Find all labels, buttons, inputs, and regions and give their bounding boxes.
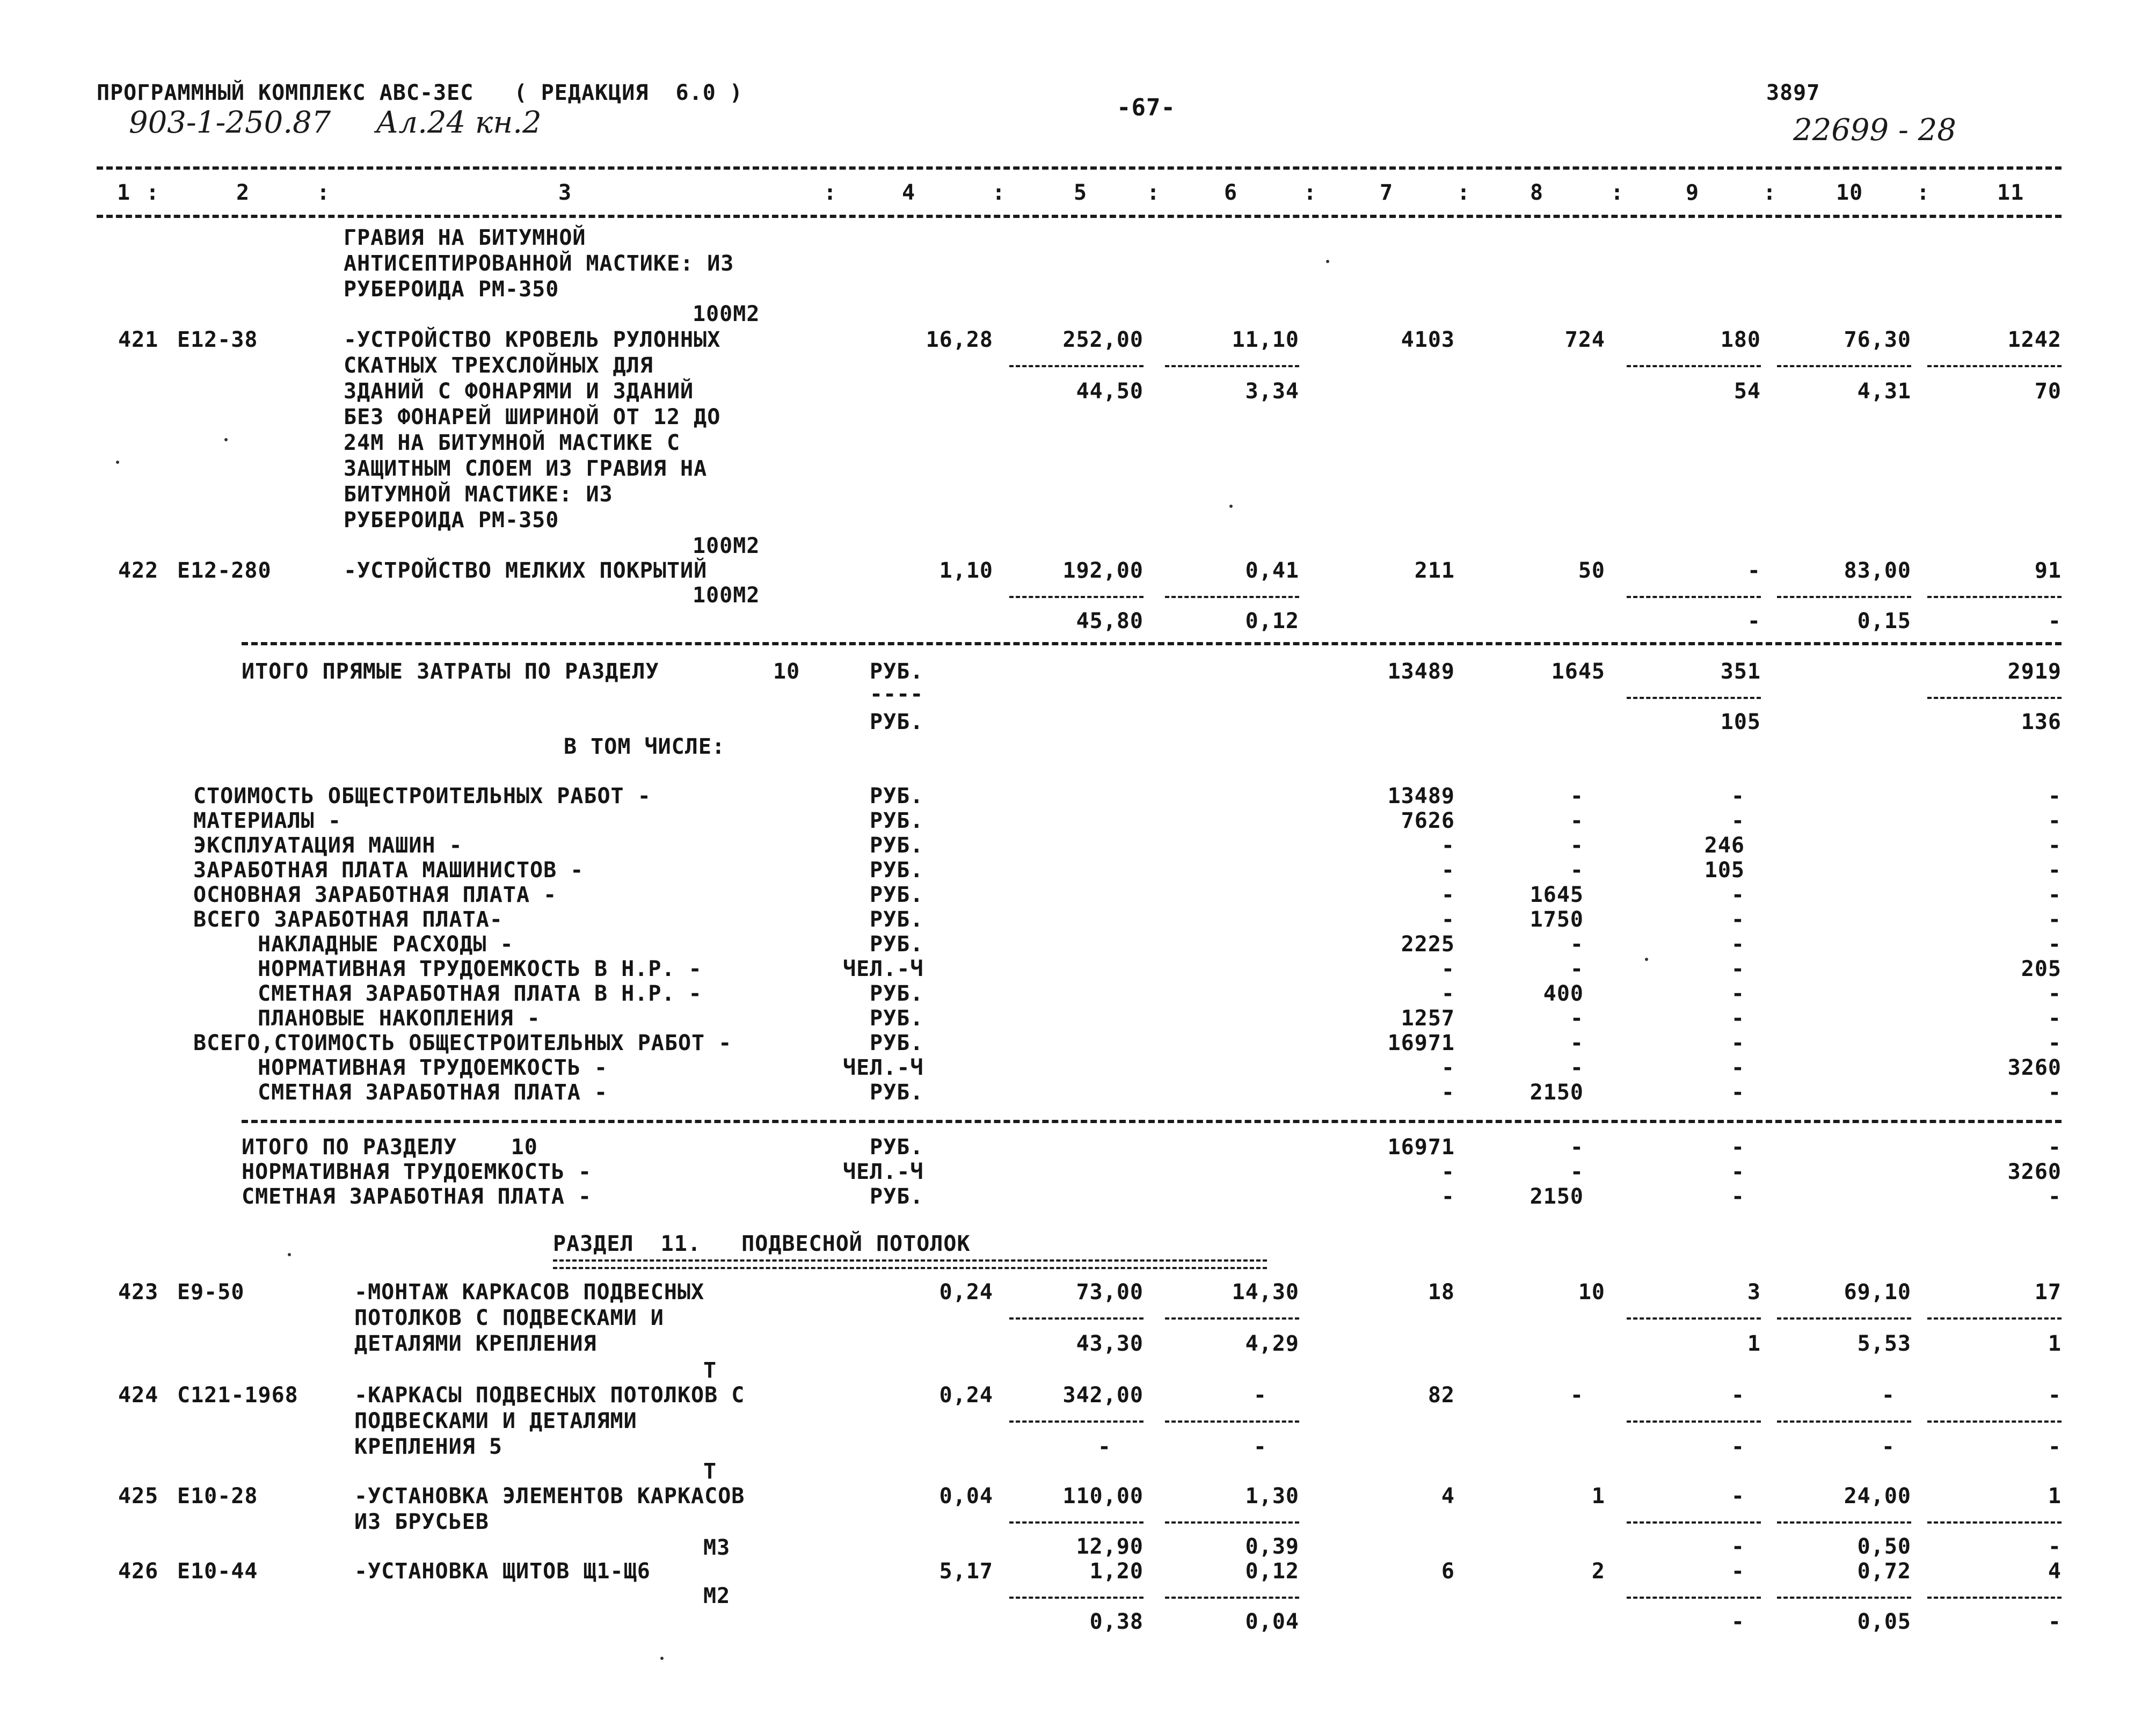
breakdown-label: НАКЛАДНЫЕ РАСХОДЫ - xyxy=(258,932,514,957)
description-line: БИТУМНОЙ МАСТИКЕ: ИЗ xyxy=(344,482,613,507)
unit-label: Т xyxy=(703,1358,717,1383)
cell-c4: 16,28 xyxy=(926,327,993,352)
program-title: ПРОГРАММНЫЙ КОМПЛЕКС АВС-ЗЕС ( РЕДАКЦИЯ 6.0 ) xyxy=(97,81,743,105)
cell-rule xyxy=(1627,1420,1761,1423)
breakdown-cell-c9: - xyxy=(1731,1031,1745,1055)
cell-c8: 724 xyxy=(1564,327,1605,352)
breakdown-unit: РУБ. xyxy=(870,981,924,1006)
row-number: 423 xyxy=(118,1280,159,1305)
description-line: 24М НА БИТУМНОЙ МАСТИКЕ С xyxy=(344,431,681,455)
col-separator: : xyxy=(1303,180,1317,205)
breakdown-cell-c8: - xyxy=(1570,932,1584,957)
cell-rule xyxy=(1777,596,1911,598)
rate-code: Е10-28 xyxy=(177,1484,258,1509)
cell-c9-wage: - xyxy=(1731,1534,1745,1559)
col-header-7: 7 xyxy=(1380,180,1394,205)
breakdown-cell-c11: - xyxy=(2048,833,2062,858)
cell-c7: 13489 xyxy=(1387,659,1455,684)
section-total-label: СМЕТНАЯ ЗАРАБОТНАЯ ПЛАТА - xyxy=(242,1184,592,1209)
cell-rule xyxy=(1927,1317,2062,1320)
cell-c11: 1242 xyxy=(2007,327,2062,352)
cell-rule xyxy=(1927,1597,2062,1599)
breakdown-label: СТОИМОСТЬ ОБЩЕСТРОИТЕЛЬНЫХ РАБОТ - xyxy=(193,784,651,808)
row-number: 422 xyxy=(118,558,159,583)
cell-rule xyxy=(1009,1420,1143,1423)
cell-c6-wage: - xyxy=(1253,1434,1267,1459)
breakdown-cell-c9: - xyxy=(1731,784,1745,808)
cell-rule xyxy=(1777,1317,1911,1320)
cell-c6: 0,41 xyxy=(1245,558,1299,583)
cell-rule xyxy=(1927,365,2062,367)
cell-c8: 50 xyxy=(1578,558,1605,583)
breakdown-cell-c7: 2225 xyxy=(1401,932,1455,957)
breakdown-cell-c9: - xyxy=(1731,932,1745,957)
col-header-1: 1 xyxy=(117,180,131,205)
page-number: -67- xyxy=(1117,94,1176,121)
breakdown-cell-c7: 1257 xyxy=(1401,1006,1455,1031)
cell-c8: 1 xyxy=(1591,1484,1605,1509)
breakdown-unit: РУБ. xyxy=(870,808,924,833)
header-rule-top xyxy=(97,166,2062,170)
cell-rule xyxy=(1009,1521,1143,1524)
cell-rule xyxy=(1165,1597,1299,1599)
breakdown-cell-c11: - xyxy=(2048,981,2062,1006)
row-number: 421 xyxy=(118,327,159,352)
cell-c10-wage: 0,50 xyxy=(1857,1534,1911,1559)
cell-c7: 6 xyxy=(1441,1559,1455,1584)
description-line: -УСТАНОВКА ЩИТОВ Щ1-Щ6 xyxy=(354,1559,651,1584)
description-line: СКАТНЫХ ТРЕХСЛОЙНЫХ ДЛЯ xyxy=(344,353,653,378)
section-total-unit: РУБ. xyxy=(870,1184,924,1209)
breakdown-cell-c7: 16971 xyxy=(1387,1031,1455,1055)
cell-c9-wage: - xyxy=(1731,1609,1745,1634)
handwritten-album-number: Ал.24 кн.2 xyxy=(376,105,542,140)
col-header-9: 9 xyxy=(1686,180,1700,205)
description-line: -УСТАНОВКА ЭЛЕМЕНТОВ КАРКАСОВ xyxy=(354,1484,745,1509)
cell-rule xyxy=(1927,596,2062,598)
breakdown-cell-c9: - xyxy=(1731,981,1745,1006)
breakdown-label: ЭКСПЛУАТАЦИЯ МАШИН - xyxy=(193,833,463,858)
breakdown-unit: ЧЕЛ.-Ч xyxy=(843,957,924,981)
cell-c10-wage: 4,31 xyxy=(1857,379,1911,404)
description-line: ПОТОЛКОВ С ПОДВЕСКАМИ И xyxy=(354,1306,664,1330)
col-separator: : xyxy=(1917,180,1931,205)
cell-c10: 76,30 xyxy=(1844,327,1911,352)
cell-c7: 82 xyxy=(1427,1383,1455,1408)
cell-c9-wage: 1 xyxy=(1747,1331,1761,1356)
section-title: РАЗДЕЛ 11. ПОДВЕСНОЙ ПОТОЛОК xyxy=(553,1232,971,1256)
cell-c6-wage: 0,39 xyxy=(1245,1534,1299,1559)
breakdown-cell-c11: - xyxy=(2048,858,2062,883)
cell-rule xyxy=(1627,697,1761,699)
cell-c7: 4 xyxy=(1441,1484,1455,1509)
row-number: 426 xyxy=(118,1559,159,1584)
cell-rule xyxy=(1009,1317,1143,1320)
breakdown-unit: РУБ. xyxy=(870,858,924,883)
breakdown-cell-c11: - xyxy=(2048,1006,2062,1031)
cell-c4: 0,24 xyxy=(939,1383,993,1408)
description-line: ДЕТАЛЯМИ КРЕПЛЕНИЯ xyxy=(354,1331,597,1356)
col-header-8: 8 xyxy=(1530,180,1544,205)
description-line: ЗАЩИТНЫМ СЛОЕМ ИЗ ГРАВИЯ НА xyxy=(344,456,708,481)
cell-c11-wage: - xyxy=(2048,1609,2062,1634)
cell-c8: - xyxy=(1570,1383,1584,1408)
breakdown-label: НОРМАТИВНАЯ ТРУДОЕМКОСТЬ В Н.Р. - xyxy=(258,957,702,981)
cell-c5: 1,20 xyxy=(1089,1559,1143,1584)
unit-label: 100М2 xyxy=(693,534,760,558)
cell-rule xyxy=(1777,1597,1911,1599)
breakdown-cell-c9: - xyxy=(1731,1055,1745,1080)
breakdown-cell-c8: 400 xyxy=(1543,981,1584,1006)
rate-code: Е10-44 xyxy=(177,1559,258,1584)
col-header-3: 3 xyxy=(558,180,572,205)
breakdown-cell-c8: - xyxy=(1570,784,1584,808)
cell-c8: 1645 xyxy=(1551,659,1605,684)
breakdown-cell-c8: - xyxy=(1570,808,1584,833)
scan-speck xyxy=(288,1253,291,1256)
description-line: -УСТРОЙСТВО МЕЛКИХ ПОКРЫТИЙ xyxy=(344,558,708,583)
cell-c6: 14,30 xyxy=(1232,1280,1299,1305)
section-total-unit: ЧЕЛ.-Ч xyxy=(843,1160,924,1184)
col-separator: : xyxy=(146,180,160,205)
breakdown-unit: ЧЕЛ.-Ч xyxy=(843,1055,924,1080)
col-header-11: 11 xyxy=(1997,180,2024,205)
including-heading: В ТОМ ЧИСЛЕ: xyxy=(564,734,725,759)
breakdown-unit: РУБ. xyxy=(870,907,924,932)
cell-c6-wage: 0,04 xyxy=(1245,1609,1299,1634)
cell-rule xyxy=(1009,596,1143,598)
text-line: ГРАВИЯ НА БИТУМНОЙ xyxy=(344,225,586,250)
cell-c10: 24,00 xyxy=(1844,1484,1911,1509)
handwritten-inventory-number: 22699 - 28 xyxy=(1793,113,1956,148)
cell-c6: - xyxy=(1253,1383,1267,1408)
cell-c11-wage: 70 xyxy=(2034,379,2062,404)
cell-c7: 18 xyxy=(1427,1280,1455,1305)
unit-label: 100М2 xyxy=(693,302,760,326)
breakdown-label: МАТЕРИАЛЫ - xyxy=(193,808,341,833)
cell-c4: 1,10 xyxy=(939,558,993,583)
breakdown-cell-c7: - xyxy=(1441,858,1455,883)
col-separator: : xyxy=(1611,180,1625,205)
breakdown-cell-c7: 13489 xyxy=(1387,784,1455,808)
breakdown-cell-c9: 246 xyxy=(1704,833,1745,858)
breakdown-cell-c11: 205 xyxy=(2021,957,2062,981)
section-total-cell-c9: - xyxy=(1731,1135,1745,1160)
breakdown-cell-c9: - xyxy=(1731,1006,1745,1031)
breakdown-unit: РУБ. xyxy=(870,1031,924,1055)
cell-c11: 91 xyxy=(2034,558,2062,583)
cell-c4: 0,04 xyxy=(939,1484,993,1509)
cell-rule xyxy=(1627,1597,1761,1599)
section-total-cell-c9: - xyxy=(1731,1184,1745,1209)
description-line: КРЕПЛЕНИЯ 5 xyxy=(354,1434,502,1459)
scan-speck xyxy=(660,1657,664,1660)
breakdown-unit: РУБ. xyxy=(870,932,924,957)
description-line: РУБЕРОИДА РМ-350 xyxy=(344,508,559,533)
cell-c9: 3 xyxy=(1747,1280,1761,1305)
description-line: ЗДАНИЙ С ФОНАРЯМИ И ЗДАНИЙ xyxy=(344,379,694,404)
breakdown-unit: РУБ. xyxy=(870,833,924,858)
section-total-cell-c9: - xyxy=(1731,1160,1745,1184)
cell-rule xyxy=(1627,1521,1761,1524)
cell-c5-wage: 43,30 xyxy=(1076,1331,1143,1356)
total-section: 10 xyxy=(773,659,800,684)
section-total-label: ИТОГО ПО РАЗДЕЛУ 10 xyxy=(242,1135,538,1160)
breakdown-cell-c7: - xyxy=(1441,1080,1455,1105)
section-total-label: НОРМАТИВНАЯ ТРУДОЕМКОСТЬ - xyxy=(242,1160,592,1184)
cell-c10: 69,10 xyxy=(1844,1280,1911,1305)
breakdown-cell-c9: - xyxy=(1731,808,1745,833)
cell-c10: 83,00 xyxy=(1844,558,1911,583)
breakdown-end-rule xyxy=(242,1120,2062,1123)
cell-c5: 192,00 xyxy=(1062,558,1143,583)
description-line: ПОДВЕСКАМИ И ДЕТАЛЯМИ xyxy=(354,1409,637,1433)
description-line: -КАРКАСЫ ПОДВЕСНЫХ ПОТОЛКОВ С xyxy=(354,1383,745,1408)
breakdown-unit: РУБ. xyxy=(870,1006,924,1031)
breakdown-cell-c7: - xyxy=(1441,957,1455,981)
breakdown-cell-c11: - xyxy=(2048,784,2062,808)
breakdown-cell-c9: - xyxy=(1731,907,1745,932)
scan-speck xyxy=(1645,958,1648,961)
breakdown-cell-c8: 2150 xyxy=(1529,1080,1584,1105)
breakdown-cell-c11: - xyxy=(2048,1031,2062,1055)
col-separator: : xyxy=(824,180,837,205)
section-total-rule xyxy=(242,642,2062,645)
unit-label: М2 xyxy=(703,1584,731,1608)
cell-rule xyxy=(1777,1420,1911,1423)
text-line: РУБЕРОИДА РМ-350 xyxy=(344,277,559,302)
scan-speck xyxy=(116,461,119,464)
cell-c9-wage: 105 xyxy=(1720,710,1761,734)
cell-c4: 0,24 xyxy=(939,1280,993,1305)
section-title-underline xyxy=(553,1259,1267,1269)
description-line: -МОНТАЖ КАРКАСОВ ПОДВЕСНЫХ xyxy=(354,1280,705,1305)
cell-rule xyxy=(1009,365,1143,367)
col-separator: : xyxy=(1763,180,1777,205)
cell-rule xyxy=(1627,596,1761,598)
cell-c9-wage: 54 xyxy=(1733,379,1761,404)
cell-c11-wage: 136 xyxy=(2021,710,2062,734)
breakdown-cell-c7: - xyxy=(1441,833,1455,858)
unit-label: М3 xyxy=(703,1535,731,1560)
cell-c10: 0,72 xyxy=(1857,1559,1911,1584)
section-total-unit: РУБ. xyxy=(870,1135,924,1160)
cell-c11-wage: - xyxy=(2048,1534,2062,1559)
cell-c9: - xyxy=(1731,1484,1745,1509)
breakdown-cell-c11: - xyxy=(2048,808,2062,833)
handwritten-project-number: 903-1-250.87 xyxy=(129,105,331,140)
breakdown-label: ПЛАНОВЫЕ НАКОПЛЕНИЯ - xyxy=(258,1006,541,1031)
description-line: -УСТРОЙСТВО КРОВЕЛЬ РУЛОННЫХ xyxy=(344,327,721,352)
cell-c6: 11,10 xyxy=(1232,327,1299,352)
breakdown-cell-c9: - xyxy=(1731,883,1745,907)
row-number: 424 xyxy=(118,1383,159,1408)
scan-speck xyxy=(1326,260,1329,263)
cell-rule xyxy=(1927,697,2062,699)
cell-c6-wage: 0,12 xyxy=(1245,609,1299,633)
cell-c5-wage: 12,90 xyxy=(1076,1534,1143,1559)
cell-c5-wage: 45,80 xyxy=(1076,609,1143,633)
breakdown-cell-c8: - xyxy=(1570,1006,1584,1031)
section-total-cell-c11: - xyxy=(2048,1184,2062,1209)
section-total-cell-c11: - xyxy=(2048,1135,2062,1160)
col-header-10: 10 xyxy=(1836,180,1863,205)
cell-c10-wage: - xyxy=(1881,1434,1895,1459)
col-separator: : xyxy=(1457,180,1471,205)
cell-rule xyxy=(1777,1521,1911,1524)
breakdown-label: НОРМАТИВНАЯ ТРУДОЕМКОСТЬ - xyxy=(258,1055,608,1080)
breakdown-cell-c7: 7626 xyxy=(1401,808,1455,833)
breakdown-cell-c11: - xyxy=(2048,883,2062,907)
cell-c4: 5,17 xyxy=(939,1559,993,1584)
breakdown-label: ВСЕГО,СТОИМОСТЬ ОБЩЕСТРОИТЕЛЬНЫХ РАБОТ - xyxy=(193,1031,732,1055)
section-total-cell-c8: - xyxy=(1570,1135,1584,1160)
cell-c6-wage: 4,29 xyxy=(1245,1331,1299,1356)
col-header-2: 2 xyxy=(236,180,250,205)
cell-c5: 110,00 xyxy=(1062,1484,1143,1509)
cell-c6: 0,12 xyxy=(1245,1559,1299,1584)
cell-c5: 342,00 xyxy=(1062,1383,1143,1408)
breakdown-cell-c8: - xyxy=(1570,858,1584,883)
breakdown-cell-c11: 3260 xyxy=(2007,1055,2062,1080)
cell-c11: 1 xyxy=(2048,1484,2062,1509)
col-header-4: 4 xyxy=(902,180,916,205)
cell-c11: 4 xyxy=(2048,1559,2062,1584)
breakdown-cell-c8: - xyxy=(1570,1031,1584,1055)
scan-speck xyxy=(224,438,228,441)
cell-c9: 180 xyxy=(1720,327,1761,352)
rate-code: Е12-280 xyxy=(177,558,272,583)
cell-c10-wage: 0,05 xyxy=(1857,1609,1911,1634)
cell-c11: 2919 xyxy=(2007,659,2062,684)
rate-code: Е9-50 xyxy=(177,1280,245,1305)
breakdown-cell-c11: - xyxy=(2048,1080,2062,1105)
cell-c7: 211 xyxy=(1414,558,1455,583)
total-unit: РУБ. xyxy=(870,659,924,684)
section-total-cell-c7: - xyxy=(1441,1160,1455,1184)
breakdown-cell-c8: - xyxy=(1570,833,1584,858)
cell-c11: 17 xyxy=(2034,1280,2062,1305)
col-header-5: 5 xyxy=(1074,180,1088,205)
cell-rule xyxy=(1927,1420,2062,1423)
unit-label: Т xyxy=(703,1459,717,1484)
total-label: ИТОГО ПРЯМЫЕ ЗАТРАТЫ ПО РАЗДЕЛУ xyxy=(242,659,659,684)
cell-rule xyxy=(1165,1521,1299,1524)
cell-rule xyxy=(1927,1521,2062,1524)
breakdown-cell-c8: - xyxy=(1570,1055,1584,1080)
cell-rule xyxy=(1777,365,1911,367)
breakdown-cell-c7: - xyxy=(1441,907,1455,932)
cell-c11-wage: - xyxy=(2048,1434,2062,1459)
cell-c5: 252,00 xyxy=(1062,327,1143,352)
cell-c9: - xyxy=(1731,1383,1745,1408)
section-total-cell-c8: - xyxy=(1570,1160,1584,1184)
breakdown-cell-c9: - xyxy=(1731,957,1745,981)
breakdown-label: ВСЕГО ЗАРАБОТНАЯ ПЛАТА- xyxy=(193,907,503,932)
section-total-cell-c7: - xyxy=(1441,1184,1455,1209)
cell-c8: 10 xyxy=(1578,1280,1605,1305)
cell-rule xyxy=(1165,1317,1299,1320)
rate-code: Е12-38 xyxy=(177,327,258,352)
cell-c9-wage: - xyxy=(1731,1434,1745,1459)
breakdown-cell-c9: 105 xyxy=(1704,858,1745,883)
scan-speck xyxy=(1229,505,1233,508)
cell-c9-wage: - xyxy=(1747,609,1761,633)
cell-rule xyxy=(1009,1597,1143,1599)
col-separator: : xyxy=(992,180,1006,205)
cell-rule xyxy=(1165,365,1299,367)
breakdown-cell-c8: 1645 xyxy=(1529,883,1584,907)
breakdown-label: ОСНОВНАЯ ЗАРАБОТНАЯ ПЛАТА - xyxy=(193,883,557,907)
breakdown-cell-c8: 1750 xyxy=(1529,907,1584,932)
breakdown-cell-c11: - xyxy=(2048,907,2062,932)
cell-c10-wage: 0,15 xyxy=(1857,609,1911,633)
section-total-cell-c11: 3260 xyxy=(2007,1160,2062,1184)
total-unit-rule: ---- xyxy=(870,682,924,706)
col-separator: : xyxy=(317,180,331,205)
document-code: 3897 xyxy=(1766,81,1820,105)
total-unit: РУБ. xyxy=(870,710,924,734)
cell-rule xyxy=(1627,1317,1761,1320)
breakdown-cell-c11: - xyxy=(2048,932,2062,957)
description-line: ИЗ БРУСЬЕВ xyxy=(354,1510,489,1534)
rate-code: С121-1968 xyxy=(177,1383,298,1408)
cell-c5: 73,00 xyxy=(1076,1280,1143,1305)
cell-c9: - xyxy=(1731,1559,1745,1584)
cell-c9: - xyxy=(1747,558,1761,583)
col-separator: : xyxy=(1147,180,1161,205)
breakdown-cell-c7: - xyxy=(1441,981,1455,1006)
unit-label: 100М2 xyxy=(693,583,760,608)
cell-c10: - xyxy=(1881,1383,1895,1408)
header-rule-bottom xyxy=(97,215,2062,218)
cell-c6-wage: 3,34 xyxy=(1245,379,1299,404)
cell-c6: 1,30 xyxy=(1245,1484,1299,1509)
breakdown-cell-c7: - xyxy=(1441,1055,1455,1080)
breakdown-label: ЗАРАБОТНАЯ ПЛАТА МАШИНИСТОВ - xyxy=(193,858,584,883)
row-number: 425 xyxy=(118,1484,159,1509)
cell-c5-wage: 0,38 xyxy=(1089,1609,1143,1634)
breakdown-label: СМЕТНАЯ ЗАРАБОТНАЯ ПЛАТА - xyxy=(258,1080,608,1105)
cell-c11-wage: 1 xyxy=(2048,1331,2062,1356)
col-header-6: 6 xyxy=(1224,180,1238,205)
cell-c5-wage: 44,50 xyxy=(1076,379,1143,404)
cell-c5-wage: - xyxy=(1097,1434,1111,1459)
description-line: БЕЗ ФОНАРЕЙ ШИРИНОЙ ОТ 12 ДО xyxy=(344,405,721,429)
text-line: АНТИСЕПТИРОВАННОЙ МАСТИКЕ: ИЗ xyxy=(344,251,734,276)
breakdown-cell-c9: - xyxy=(1731,1080,1745,1105)
breakdown-unit: РУБ. xyxy=(870,883,924,907)
cell-rule xyxy=(1165,1420,1299,1423)
cell-c11: - xyxy=(2048,1383,2062,1408)
cell-rule xyxy=(1627,365,1761,367)
cell-c9: 351 xyxy=(1720,659,1761,684)
breakdown-unit: РУБ. xyxy=(870,784,924,808)
breakdown-unit: РУБ. xyxy=(870,1080,924,1105)
cell-rule xyxy=(1165,596,1299,598)
cell-c10-wage: 5,53 xyxy=(1857,1331,1911,1356)
section-total-cell-c8: 2150 xyxy=(1529,1184,1584,1209)
section-total-cell-c7: 16971 xyxy=(1387,1135,1455,1160)
cell-c8: 2 xyxy=(1591,1559,1605,1584)
breakdown-cell-c8: - xyxy=(1570,957,1584,981)
breakdown-cell-c7: - xyxy=(1441,883,1455,907)
cell-c11-wage: - xyxy=(2048,609,2062,633)
breakdown-label: СМЕТНАЯ ЗАРАБОТНАЯ ПЛАТА В Н.Р. - xyxy=(258,981,702,1006)
cell-c7: 4103 xyxy=(1401,327,1455,352)
